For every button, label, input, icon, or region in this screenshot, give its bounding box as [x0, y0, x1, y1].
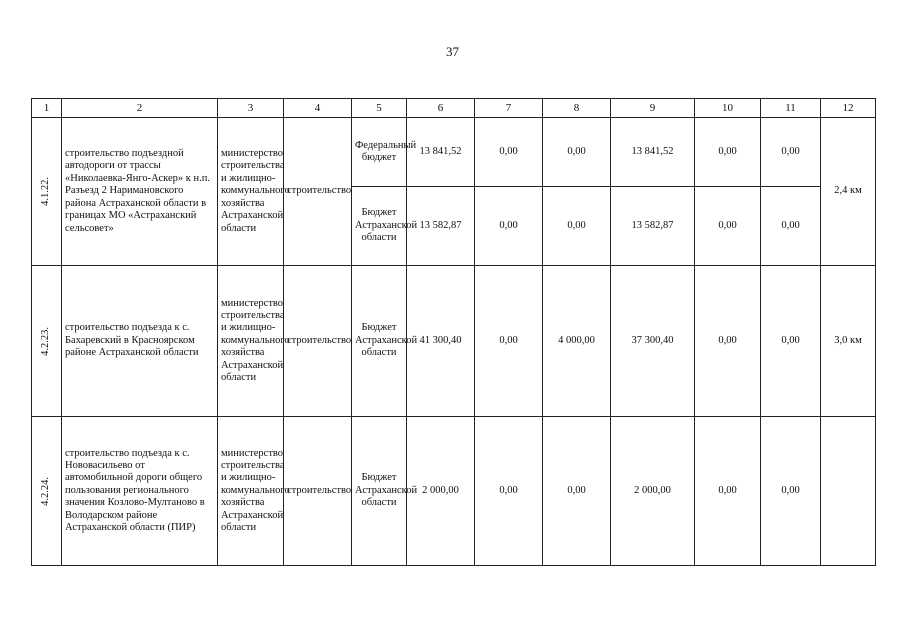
- value-col-10: 0,00: [695, 187, 761, 266]
- road-length: 2,4 км: [821, 118, 876, 266]
- column-number-row: [32, 99, 876, 118]
- col-header-6: 6: [407, 99, 475, 118]
- row-code-cell: [32, 266, 62, 417]
- object-name: строительство подъездной автодороги от трассы «Николаевка-Янго-Аскер» к н.п. Разъезд 2 Наримановского района Астраханской области в границах МО «Астраханский сельсовет»: [62, 118, 218, 266]
- funding-source: Бюджет Астраханской области: [352, 266, 407, 417]
- work-type: строительство: [284, 266, 352, 417]
- value-col-10: 0,00: [695, 417, 761, 566]
- value-col-11: 0,00: [761, 266, 821, 417]
- total-value: 13 582,87: [407, 187, 475, 266]
- page-number: 37: [446, 44, 459, 59]
- col-header-12: 12: [821, 99, 876, 118]
- col-header-10: 10: [695, 99, 761, 118]
- funding-source: Бюджет Астраханской области: [352, 417, 407, 566]
- value-col-7: 0,00: [475, 187, 543, 266]
- table-row: [32, 266, 876, 417]
- col-header-4: 4: [284, 99, 352, 118]
- row-code: 4.2.23.: [40, 326, 52, 356]
- value-col-8: 0,00: [543, 118, 611, 187]
- work-type: строительство: [284, 417, 352, 566]
- value-col-10: 0,00: [695, 118, 761, 187]
- value-col-11: 0,00: [761, 187, 821, 266]
- program-table: [31, 98, 876, 566]
- value-col-9: 13 582,87: [611, 187, 695, 266]
- value-col-7: 0,00: [475, 417, 543, 566]
- value-col-11: 0,00: [761, 417, 821, 566]
- road-length: [821, 417, 876, 566]
- value-col-9: 13 841,52: [611, 118, 695, 187]
- work-type: строительство: [284, 118, 352, 266]
- row-code-cell: [32, 417, 62, 566]
- object-name: строительство подъезда к с. Нововасильево от автомобильной дороги общего пользования регионального значения Козлово-Мултаново в Володарском районе Астраханской области (ПИР): [62, 417, 218, 566]
- row-code: 4.1.22.: [40, 177, 52, 206]
- col-header-2: 2: [62, 99, 218, 118]
- col-header-11: 11: [761, 99, 821, 118]
- value-col-7: 0,00: [475, 266, 543, 417]
- value-col-8: 4 000,00: [543, 266, 611, 417]
- value-col-9: 37 300,40: [611, 266, 695, 417]
- funding-source: Бюджет Астраханской области: [352, 187, 407, 266]
- value-col-8: 0,00: [543, 187, 611, 266]
- value-col-7: 0,00: [475, 118, 543, 187]
- table-row: [32, 118, 876, 187]
- col-header-5: 5: [352, 99, 407, 118]
- value-col-10: 0,00: [695, 266, 761, 417]
- road-length: 3,0 км: [821, 266, 876, 417]
- total-value: 2 000,00: [407, 417, 475, 566]
- value-col-9: 2 000,00: [611, 417, 695, 566]
- responsible-body: министерство строительства и жилищно-коммунального хозяйства Астраханской области: [218, 417, 284, 566]
- funding-source: Федеральный бюджет: [352, 118, 407, 187]
- value-col-8: 0,00: [543, 417, 611, 566]
- responsible-body: министерство строительства и жилищно-коммунального хозяйства Астраханской области: [218, 118, 284, 266]
- responsible-body: министерство строительства и жилищно-коммунального хозяйства Астраханской области: [218, 266, 284, 417]
- total-value: 13 841,52: [407, 118, 475, 187]
- total-value: 41 300,40: [407, 266, 475, 417]
- table-row: [32, 417, 876, 566]
- col-header-1: 1: [32, 99, 62, 118]
- col-header-7: 7: [475, 99, 543, 118]
- value-col-11: 0,00: [761, 118, 821, 187]
- object-name: строительство подъезда к с. Бахаревский в Красноярском районе Астраханской области: [62, 266, 218, 417]
- col-header-9: 9: [611, 99, 695, 118]
- col-header-3: 3: [218, 99, 284, 118]
- row-code: 4.2.24.: [40, 476, 52, 506]
- row-code-cell: [32, 118, 62, 266]
- col-header-8: 8: [543, 99, 611, 118]
